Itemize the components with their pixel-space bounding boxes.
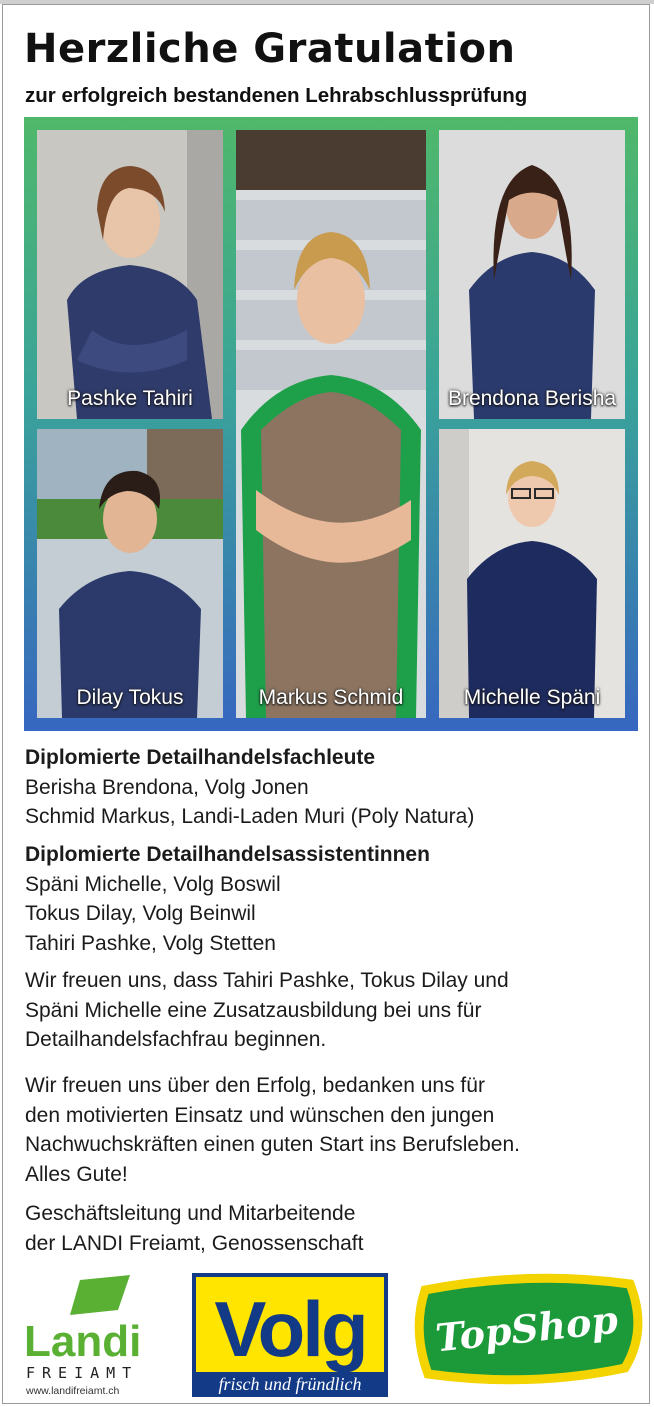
paragraph-line: Wir freuen uns über den Erfolg, bedanken uns für (25, 1074, 485, 1097)
paragraph-line: Nachwuchskräften einen guten Start ins Berufsleben. (25, 1133, 520, 1156)
photo-image (439, 429, 625, 718)
logo-row (0, 1270, 654, 1400)
paragraph-line: Detailhandelsfachfrau beginnen. (25, 1028, 327, 1051)
photo-collage (24, 117, 638, 731)
photo-michelle-spaeni (439, 429, 625, 718)
paragraph-line: den motivierten Einsatz und wünschen den jungen (25, 1103, 495, 1127)
photo-brendona-berisha (439, 130, 625, 419)
volg-slogan: frisch und fründlich (218, 1374, 362, 1394)
photo-image (439, 130, 625, 419)
photo-image (236, 130, 426, 718)
photo-markus-schmid (236, 130, 426, 718)
page-subtitle: zur erfolgreich bestandenen Lehrabschlussprüfung (25, 84, 528, 107)
photo-image (37, 429, 223, 718)
signature-line: der LANDI Freiamt, Genossenschaft (25, 1231, 364, 1255)
photo-caption: Markus Schmid (258, 686, 404, 709)
photo-dilay-tokus (37, 429, 223, 718)
signature (25, 1199, 363, 1258)
section-heading: Diplomierte Detailhandelsfachleute (25, 746, 376, 769)
graduate-line: Schmid Markus, Landi-Laden Muri (Poly Natura) (25, 805, 475, 828)
paragraph-line: Alles Gute! (25, 1162, 128, 1186)
graduate-line: Berisha Brendona, Volg Jonen (25, 775, 309, 799)
photo-caption: Brendona Berisha (447, 387, 617, 410)
graduate-line: Tahiri Pashke, Volg Stetten (25, 931, 276, 955)
topshop-logo (419, 1278, 638, 1380)
photo-caption: Dilay Tokus (76, 686, 184, 709)
volg-logo (192, 1273, 388, 1397)
graduate-line: Späni Michelle, Volg Boswil (25, 872, 281, 896)
landi-sub: FREIAMT (26, 1364, 139, 1382)
paragraph-zusatzausbildung (25, 966, 509, 1055)
section-assistentinnen (25, 840, 430, 958)
photo-caption: Michelle Späni (463, 686, 601, 709)
paragraph-gratulation (25, 1071, 520, 1189)
graduate-line: Tokus Dilay, Volg Beinwil (25, 902, 256, 925)
page-title: Herzliche Gratulation (24, 26, 516, 72)
landi-logo (24, 1275, 141, 1397)
photo-pashke-tahiri (37, 130, 223, 419)
section-heading: Diplomierte Detailhandelsassistentinnen (25, 843, 430, 866)
logos-graphic (0, 1270, 654, 1400)
landi-wordmark: Landi (24, 1317, 142, 1366)
photo-caption: Pashke Tahiri (67, 387, 193, 410)
photo-image (37, 130, 223, 419)
paragraph-line: Wir freuen uns, dass Tahiri Pashke, Tokus Dilay und (25, 969, 509, 992)
section-fachleute (25, 743, 474, 832)
paragraph-line: Späni Michelle eine Zusatzausbildung bei uns für (25, 998, 482, 1022)
topshop-wordmark: TopShop (433, 1296, 620, 1361)
signature-line: Geschäftsleitung und Mitarbeitende (25, 1202, 356, 1225)
landi-url: www.landifreiamt.ch (26, 1385, 120, 1397)
volg-wordmark: Volg (214, 1285, 366, 1373)
